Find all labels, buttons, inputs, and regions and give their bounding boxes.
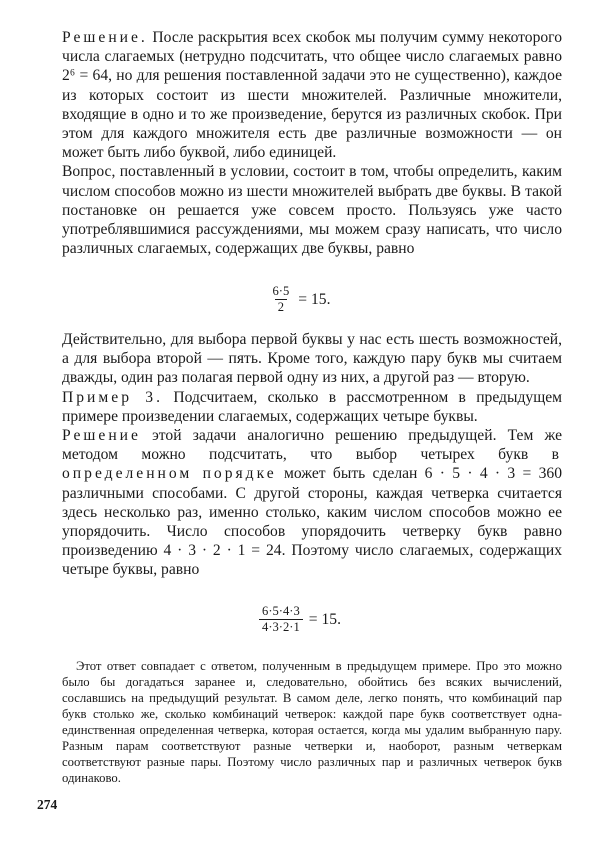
- example-text: Подсчитаем, сколько в рассмотренном в предыдущем примере произведении слагаемых, содержащих четыре буквы.: [62, 388, 562, 425]
- fraction-quads: [259, 604, 303, 635]
- solution-label-2: Решение: [62, 427, 141, 445]
- emphasis-ordered: в определенном порядке: [62, 446, 562, 483]
- note-paragraph: Этот ответ совпадает с ответом, полученным в предыдущем примере. Про это можно было бы догадаться заранее и, следовательно, обойтись без всяких вычислений, сославшись на предыдущий результат. В самом деле, легко понять, что комбинаций пар букв столько же, сколько комбинаций четверок: каждой паре букв соответствует одна-единственная определенная четверка, которая остается, когда мы удалим выбранную пару. Разным парам соответствуют разные четверки и, наоборот, разным четверкам соответствуют разные пары. Поэтому число различных пар и различных четверок букв одинаково.: [62, 659, 562, 785]
- solution-text-2a: этой задачи аналогично решению предыдущей. Тем же методом можно подсчитать, что выбор четырех букв: [62, 427, 562, 464]
- fraction-denominator-2: 4·3·2·1: [259, 619, 303, 635]
- solution-text-2b: может быть сделан 6 · 5 · 4 · 3 = 360 различными способами. С другой стороны, каждая четверка считается здесь несколько раз, именно столько, каким числом способов можно ее упорядочить. Число способов упорядочить четверку букв равно произведению 4 · 3 · 2 · 1 = 24. Поэтому число слагаемых, содержащих четыре буквы, равно: [62, 465, 562, 579]
- fraction-denominator: 2: [275, 299, 287, 315]
- main-text-middle: [62, 330, 562, 580]
- paragraph-example-3: [62, 388, 562, 426]
- formula-result: = 15.: [298, 290, 331, 308]
- small-print-note: [62, 658, 562, 786]
- paragraph-question: Вопрос, поставленный в условии, состоит в том, чтобы определить, каким числом способов можно из шести множителей выбрать две буквы. В такой постановке он решается уже совсем просто. Пользуясь уже часто употреблявшимися рассуждениями, мы можем сразу написать, что число различных слагаемых, содержащих две буквы, равно: [62, 163, 562, 258]
- formula-pairs: [0, 284, 600, 315]
- paragraph-solution-2: [62, 426, 562, 580]
- solution-label: Решение.: [62, 29, 148, 46]
- fraction-pairs: [270, 284, 293, 315]
- solution-text: После раскрытия всех скобок мы получим сумму некоторого числа слагаемых (нетрудно подсчитать, что общее число слагаемых равно 2⁶ = 64, но для решения поставленной задачи это не существенно), каждое из которых состоит из шести множителей. Различные множители, входящие в одно и то же произведение, берутся из различных скобок. При этом для каждого множителя есть две различные возможности — он может быть либо буквой, либо единицей.: [62, 29, 562, 162]
- paragraph-solution-1: [62, 28, 562, 162]
- fraction-numerator-2: 6·5·4·3: [262, 604, 300, 618]
- example-label: Пример 3.: [62, 388, 164, 406]
- formula-result-2: = 15.: [308, 610, 341, 628]
- paragraph-explanation: Действительно, для выбора первой буквы у нас есть шесть возможностей, а для выбора второй — пять. Кроме того, каждую пару букв мы считаем дважды, один раз полагая первой одну из них, а другой раз — вторую.: [62, 331, 562, 387]
- page-number: 274: [37, 797, 58, 812]
- fraction-numerator: 6·5: [272, 284, 290, 298]
- main-text-top: [62, 28, 562, 258]
- formula-quads: [0, 604, 600, 635]
